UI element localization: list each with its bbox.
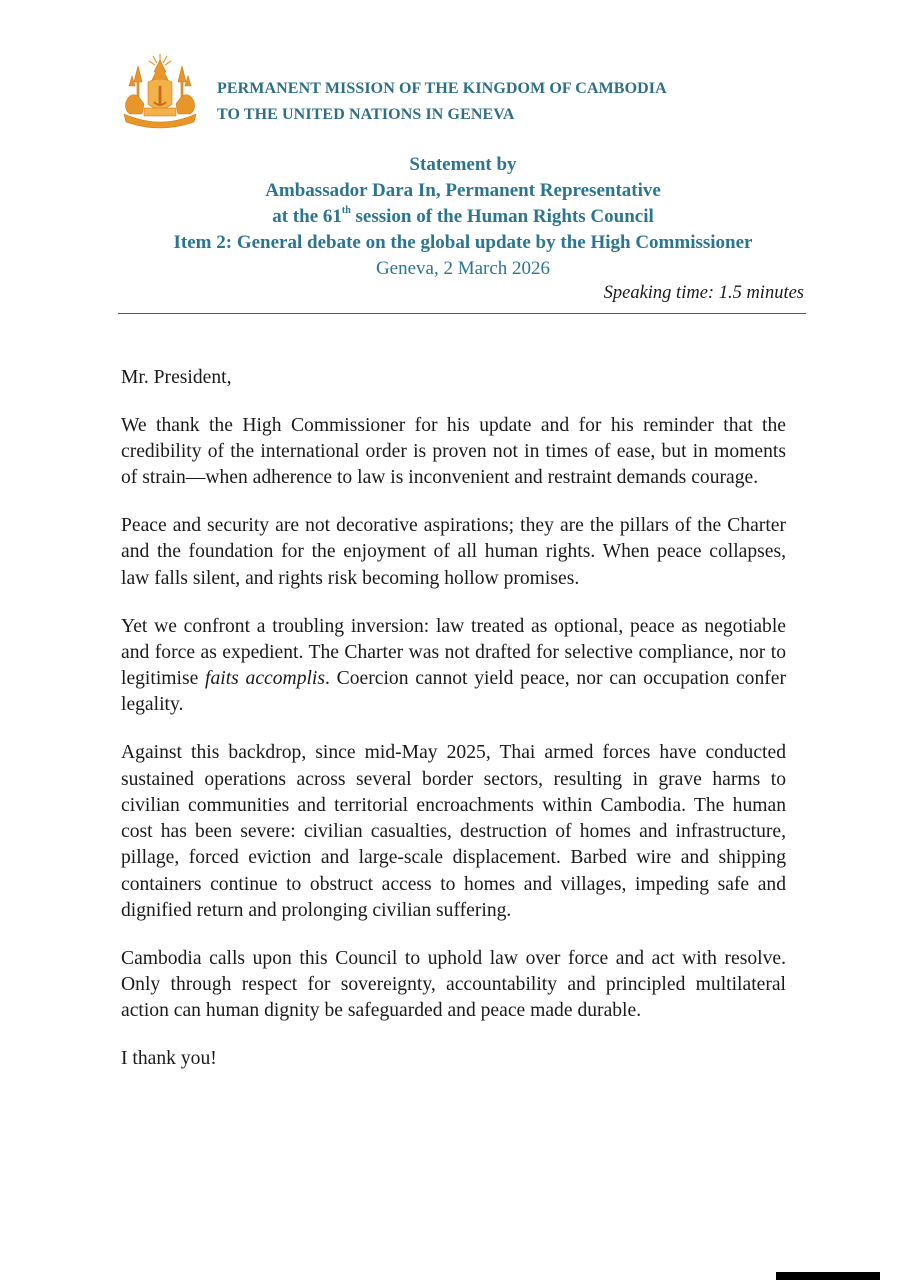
paragraph-3-post: . Coercion cannot yield peace, nor can occupation confer legality. — [121, 668, 786, 716]
ordinal-superscript: th — [341, 204, 351, 216]
letterhead — [118, 50, 758, 130]
title-line-1: Statement by — [409, 154, 517, 175]
speaking-time: Speaking time: 1.5 minutes — [603, 283, 804, 303]
title-line-3-post: session of the Human Rights Council — [350, 206, 654, 227]
title-line-3-pre: at the 61 — [272, 206, 342, 227]
salutation: Mr. President, — [121, 367, 232, 388]
paragraph-2: Peace and security are not decorative aspirations; they are the pillars of the Charter and the foundation for the enjoyment of all human rights. When peace collapses, law falls silent, and rights risk becoming hollow promises. — [121, 515, 786, 589]
page-footer-bar — [776, 1272, 880, 1280]
italic-phrase: faits accomplis — [205, 668, 326, 690]
mission-line-1: PERMANENT MISSION OF THE KINGDOM OF CAMBODIA — [217, 80, 667, 97]
title-line-4: Item 2: General debate on the global update by the High Commissioner — [173, 232, 753, 253]
paragraph-5: Cambodia calls upon this Council to uphold law over force and act with resolve. Only through respect for sovereignty, accountability and principled multilateral action can human dignity be safeguarded and peace made durable. — [121, 947, 786, 1022]
paragraph-3-pre: Yet we confront a troubling inversion: law treated as optional, peace as negotiable and force as expedient. The Charter was not drafted for selective compliance, nor to legitimise — [121, 615, 786, 690]
title-line-3 — [118, 204, 808, 230]
statement-body — [121, 365, 786, 1094]
closing: I thank you! — [121, 1048, 217, 1070]
paragraph-3 — [121, 614, 786, 719]
mission-name — [217, 76, 667, 128]
paragraph-1: We thank the High Commissioner for his update and for his reminder that the credibility of the international order is proven not in times of ease, but in moments of strain—when adherence to law is inconvenient and restraint demands courage. — [121, 414, 786, 489]
paragraph-4: Against this backdrop, since mid-May 2025, Thai armed forces have conducted sustained operations across several border sectors, resulting in grave harms to civilian communities and territorial encroachments within Cambodia. The human cost has been severe: civilian casualties, destruction of homes and infrastructure, pillage, forced eviction and large-scale displacement. Barbed wire and shipping containers continue to obstruct access to homes and villages, impeding safe and dignified return and prolonging civilian suffering. — [121, 742, 786, 922]
mission-line-2: TO THE UNITED NATIONS IN GENEVA — [217, 106, 515, 123]
title-line-2: Ambassador Dara In, Permanent Representative — [265, 180, 661, 201]
header-divider — [118, 313, 806, 314]
statement-title — [118, 152, 808, 282]
date-line: Geneva, 2 March 2026 — [375, 258, 551, 279]
royal-coat-of-arms-icon — [120, 52, 200, 130]
